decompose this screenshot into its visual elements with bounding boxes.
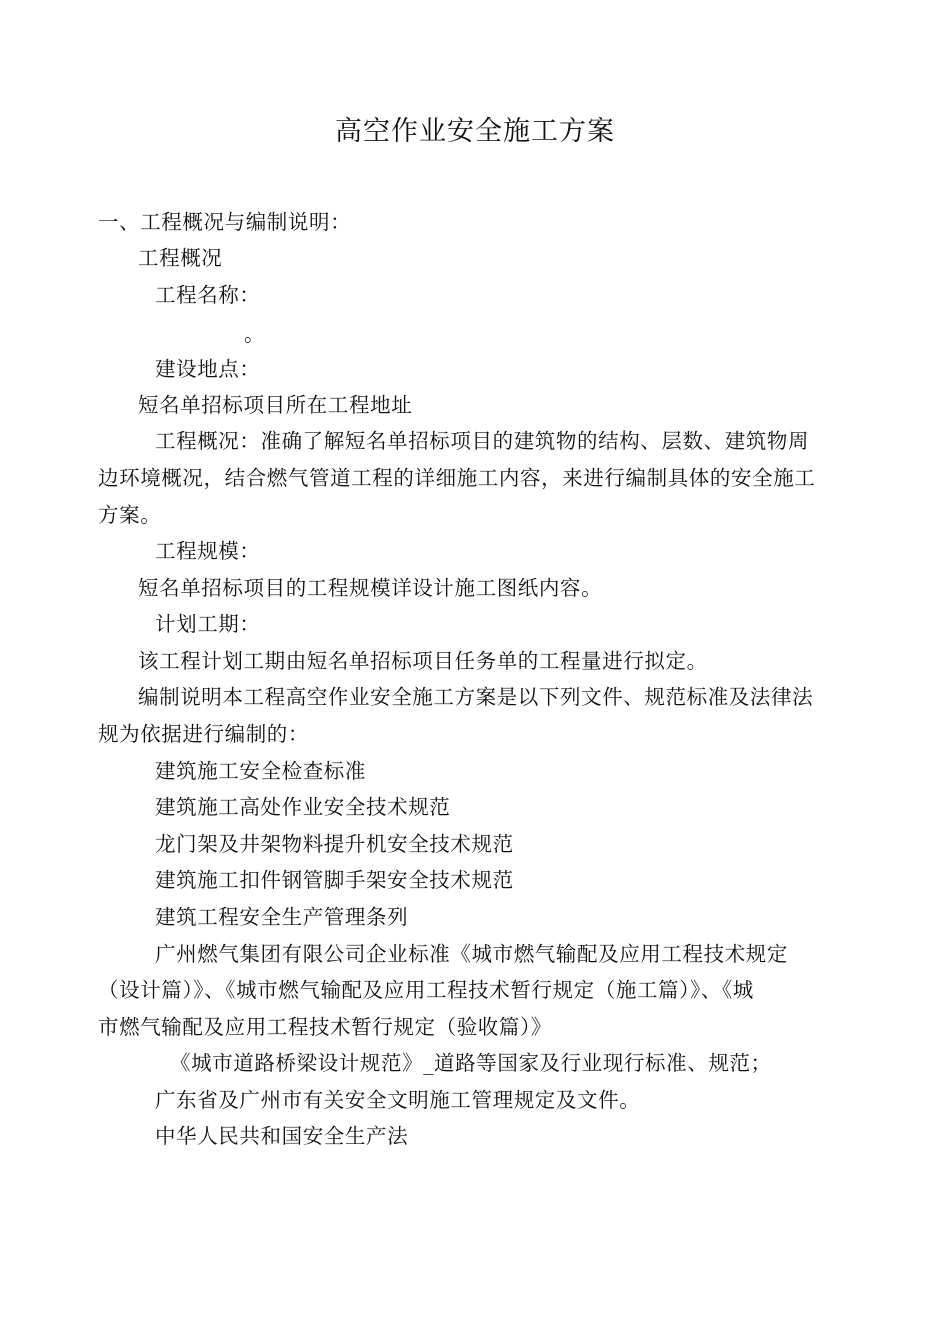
field-value-location: 短名单招标项目所在工程地址 — [138, 393, 413, 417]
field-value-schedule: 该工程计划工期由短名单招标项目任务单的工程量进行拟定。 — [138, 649, 708, 673]
paragraph-basis-line-2: 规为依据进行编制的： — [98, 722, 309, 746]
paragraph-overview-line-3: 方案。 — [98, 503, 162, 527]
list-item-standard-3: 龙门架及井架物料提升机安全技术规范 — [155, 832, 514, 856]
paragraph-overview-line-2: 边环境概况，结合燃气管道工程的详细施工内容，来进行编制具体的安全施工 — [98, 466, 816, 490]
field-label-project-name: 工程名称： — [155, 283, 261, 307]
list-item-standard-6-line-3: 市燃气输配及应用工程技术暂行规定（验收篇）》 — [98, 1015, 552, 1039]
paragraph-basis-line-1: 编制说明本工程高空作业安全施工方案是以下列文件、规范标准及法律法 — [138, 685, 814, 709]
field-label-scale: 工程规模： — [155, 539, 261, 563]
paragraph-overview-line-1: 工程概况：准确了解短名单招标项目的建筑物的结构、层数、建筑物周 — [155, 429, 810, 453]
document-title: 高空作业安全施工方案 — [335, 116, 615, 147]
field-value-scale: 短名单招标项目的工程规模详设计施工图纸内容。 — [138, 576, 603, 600]
field-value-project-name: 。 — [244, 322, 266, 346]
list-item-standard-9: 中华人民共和国安全生产法 — [155, 1124, 409, 1148]
list-item-standard-2: 建筑施工高处作业安全技术规范 — [155, 795, 451, 819]
field-label-location: 建设地点： — [155, 357, 261, 381]
subheading-project-overview: 工程概况 — [138, 246, 223, 270]
list-item-standard-5: 建筑工程安全生产管理条列 — [155, 905, 409, 929]
section-heading-overview: 一、工程概况与编制说明： — [98, 210, 352, 234]
list-item-standard-7: 《城市道路桥梁设计规范》_道路等国家及行业现行标准、规范； — [170, 1051, 772, 1075]
list-item-standard-4: 建筑施工扣件钢管脚手架安全技术规范 — [155, 868, 514, 892]
list-item-standard-8: 广东省及广州市有关安全文明施工管理规定及文件。 — [155, 1088, 641, 1112]
field-label-schedule: 计划工期： — [155, 612, 261, 636]
list-item-standard-6-line-2: （设计篇）》、《城市燃气输配及应用工程技术暂行规定（施工篇）》、《城 — [98, 978, 754, 1002]
list-item-standard-6-line-1: 广州燃气集团有限公司企业标准《城市燃气输配及应用工程技术规定 — [155, 942, 788, 966]
list-item-standard-1: 建筑施工安全检查标准 — [155, 759, 366, 783]
